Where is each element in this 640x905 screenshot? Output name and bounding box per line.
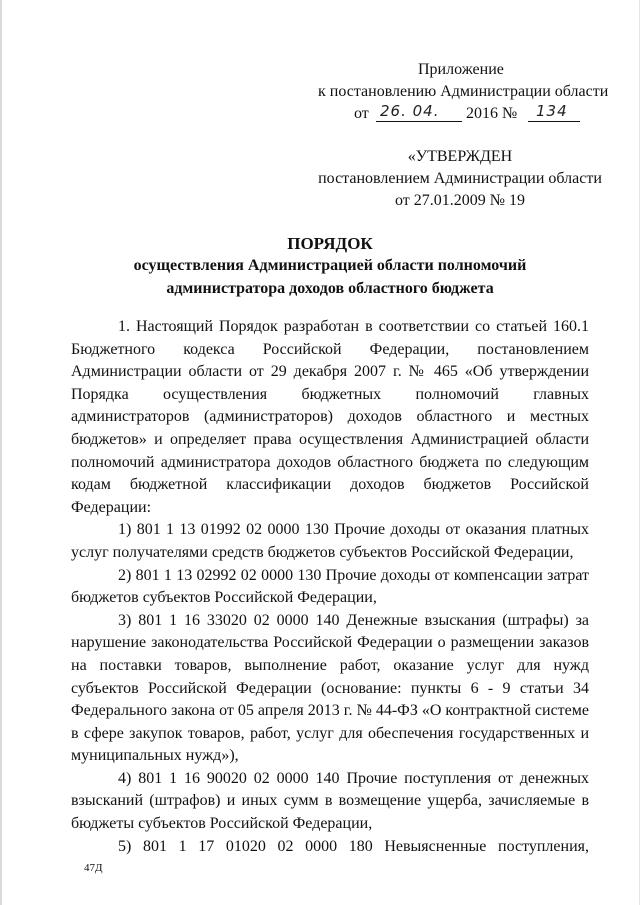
paragraph-item-4: 4) 801 1 16 90020 02 0000 140 Прочие поступления от денежных взысканий (штрафов) и иных сумм в возмещение ущерба, зачисляемые в бюджеты субъектов Российской Федерации, [71,769,589,833]
document-subtitle-2: администратора доходов областного бюджета [166,280,494,297]
appendix-date-line [318,103,618,125]
paragraph-item-1: 1) 801 1 13 01992 02 0000 130 Прочие доходы от оказания платных услуг получателями средств бюджетов субъектов Российской Федерации, [71,521,589,561]
paragraph-item-3: 3) 801 1 16 33020 02 0000 140 Денежные взыскания (штрафы) за нарушение законодательства Российской Федерации о размещении заказов на поставки товаров, выполнение работ, оказание услуг для нужд субъектов Российской Федерации (основание: пункты 6 - 9 статьи 34 Федерального закона от 05 апреля 2013 г. № 44-ФЗ «О контрактной системе в сфере закупок товаров, работ, услуг для обеспечения государственных и муниципальных нужд»), [71,611,589,765]
scan-edge-left [0,0,2,905]
appendix-header [318,59,618,125]
appendix-from-label: от [354,105,369,122]
footer-code: 47Д [84,862,103,874]
paragraph-item-2: 2) 801 1 13 02992 02 0000 130 Прочие доходы от компенсации затрат бюджетов субъектов Российской Федерации, [71,566,589,607]
document-subtitle-1: осуществления Администрацией области полномочий [133,257,527,274]
handwritten-date: 26. 04. [380,102,440,120]
document-title: ПОРЯДОК [287,234,373,253]
approval-label: «УТВЕРЖДЕН [407,148,513,165]
approval-block [300,146,620,212]
approval-authority: постановлением Администрации области [318,170,602,187]
document-body [71,316,589,858]
paragraph-1: 1. Настоящий Порядок разработан в соответствии со статьей 160.1 Бюджетного кодекса Российской Федерации, постановлением Администрации области от 29 декабря 2007 г. № 465 «Об утверждении Порядка осуществления бюджетных полномочий главных администраторов (администраторов) доходов областного и местных бюджетов» и определяет права осуществления Администрацией области полномочий администратора доходов областного бюджета по следующим кодам бюджетной классификации доходов бюджетов Российской Федерации: [71,318,589,516]
approval-date: от 27.01.2009 № 19 [394,192,526,209]
appendix-year: 2016 № [466,105,518,122]
appendix-label: Приложение [418,61,504,78]
date-underline [376,121,462,122]
number-underline [528,121,580,122]
paragraph-item-5: 5) 801 1 17 01020 02 0000 180 Невыясненные поступления, [118,837,589,855]
appendix-reference: к постановлению Администрации области [318,83,609,100]
handwritten-number: 134 [536,102,568,120]
